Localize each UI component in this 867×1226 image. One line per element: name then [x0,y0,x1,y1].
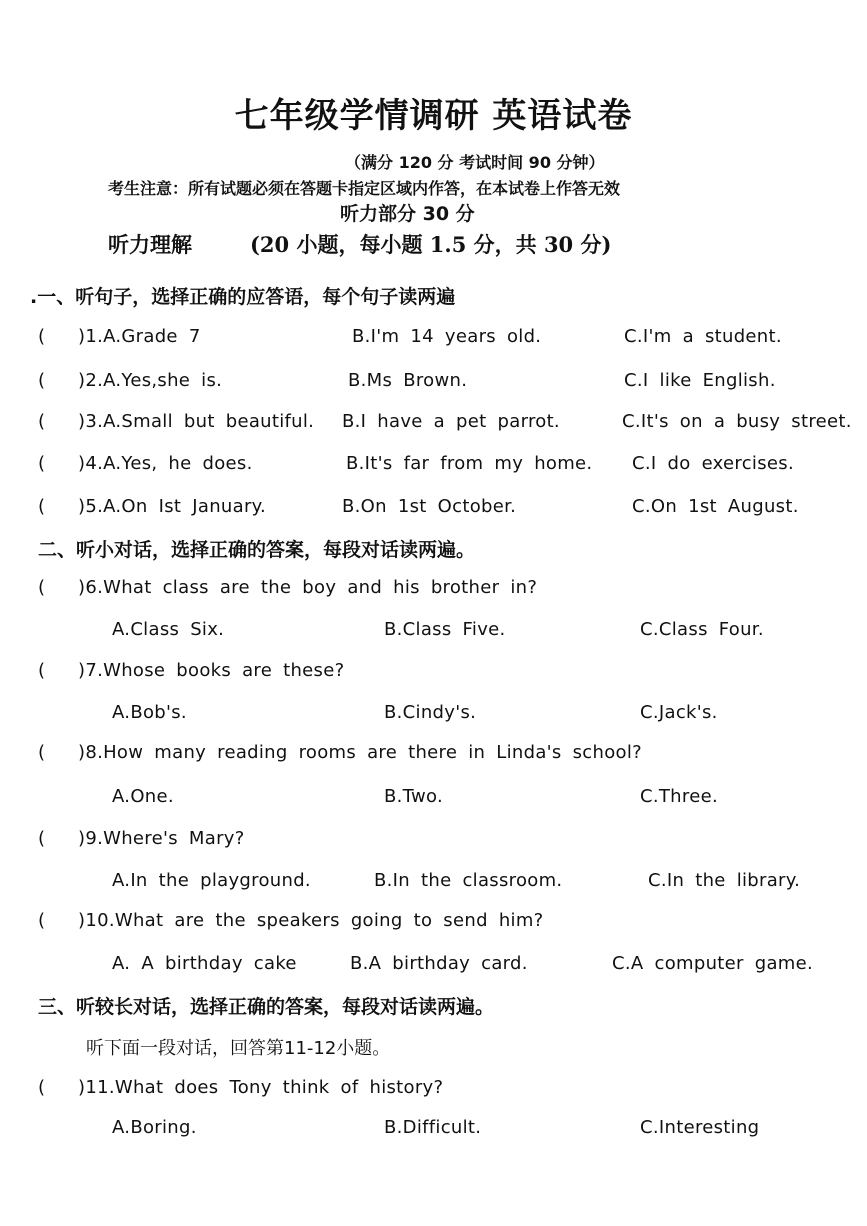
q4-option-c: C.I do exercises. [632,453,794,474]
answer-paren: ( [38,1077,46,1098]
q1-option-a: )1.A.Grade 7 [78,326,201,347]
q6-option-c: C.Class Four. [640,619,764,640]
q8-option-a: A.One. [112,786,174,807]
comprehension-heading [108,229,611,259]
comprehension-title: 听力理解 [108,233,192,257]
q11-option-a: A.Boring. [112,1117,197,1138]
q1-option-c: C.I'm a student. [624,326,782,347]
q2-option-a: )2.A.Yes,she is. [78,370,223,391]
q8-stem: )8.How many reading rooms are there in Linda's school? [78,742,642,763]
q3-option-c: C.It's on a busy street. [622,411,852,432]
q7-option-c: C.Jack's. [640,702,718,723]
q5-option-a: )5.A.On Ist January. [78,496,267,517]
q11-stem: )11.What does Tony think of history? [78,1077,444,1098]
q9-option-a: A.In the playground. [112,870,311,891]
section-2-title: 二、听小对话，选择正确的答案，每段对话读两遍。 [38,539,476,561]
q2-option-c: C.I like English. [624,370,776,391]
q10-option-c: C.A computer game. [612,953,814,974]
answer-paren: ( [38,453,46,474]
q5-option-b: B.On 1st October. [342,496,517,517]
q3-option-b: B.I have a pet parrot. [342,411,560,432]
section-3-subinstruction: 听下面一段对话，回答第11-12小题。 [86,1038,391,1059]
answer-paren: ( [38,828,46,849]
answer-paren: ( [38,742,46,763]
section-1-title: .一、听句子，选择正确的应答语，每个句子读两遍 [30,286,456,308]
answer-paren: ( [38,411,46,432]
answer-paren: ( [38,370,46,391]
section-3-title: 三、听较长对话，选择正确的答案，每段对话读两遍。 [38,996,495,1018]
q7-option-b: B.Cindy's. [384,702,477,723]
q5-option-c: C.On 1st August. [632,496,799,517]
q9-option-c: C.In the library. [648,870,801,891]
q7-stem: )7.Whose books are these? [78,660,345,681]
q11-option-c: C.Interesting [640,1117,760,1138]
q4-option-b: B.It's far from my home. [346,453,593,474]
q8-option-b: B.Two. [384,786,444,807]
exam-title: 七年级学情调研 英语试卷 [234,96,633,136]
q10-stem: )10.What are the speakers going to send him? [78,910,544,931]
listening-part-header: 听力部分 30 分 [340,203,475,225]
comprehension-note: (20 小题，每小题 1.5 分，共 30 分) [250,232,612,257]
q2-option-b: B.Ms Brown. [348,370,468,391]
q9-option-b: B.In the classroom. [374,870,563,891]
q6-option-b: B.Class Five. [384,619,506,640]
q8-option-c: C.Three. [640,786,718,807]
q6-option-a: A.Class Six. [112,619,225,640]
q1-option-b: B.I'm 14 years old. [352,326,542,347]
q9-stem: )9.Where's Mary? [78,828,245,849]
q11-option-b: B.Difficult. [384,1117,482,1138]
q10-option-b: B.A birthday card. [350,953,528,974]
answer-paren: ( [38,577,46,598]
exam-notice: 考生注意：所有试题必须在答题卡指定区域内作答，在本试卷上作答无效 [108,179,621,198]
answer-paren: ( [38,910,46,931]
q4-option-a: )4.A.Yes, he does. [78,453,253,474]
answer-paren: ( [38,496,46,517]
q6-stem: )6.What class are the boy and his brother in? [78,577,538,598]
answer-paren: ( [38,326,46,347]
answer-paren: ( [38,660,46,681]
q7-option-a: A.Bob's. [112,702,187,723]
score-time-info: （满分 120 分 考试时间 90 分钟） [345,153,605,172]
q10-option-a: A. A birthday cake [112,953,297,974]
q3-option-a: )3.A.Small but beautiful. [78,411,315,432]
